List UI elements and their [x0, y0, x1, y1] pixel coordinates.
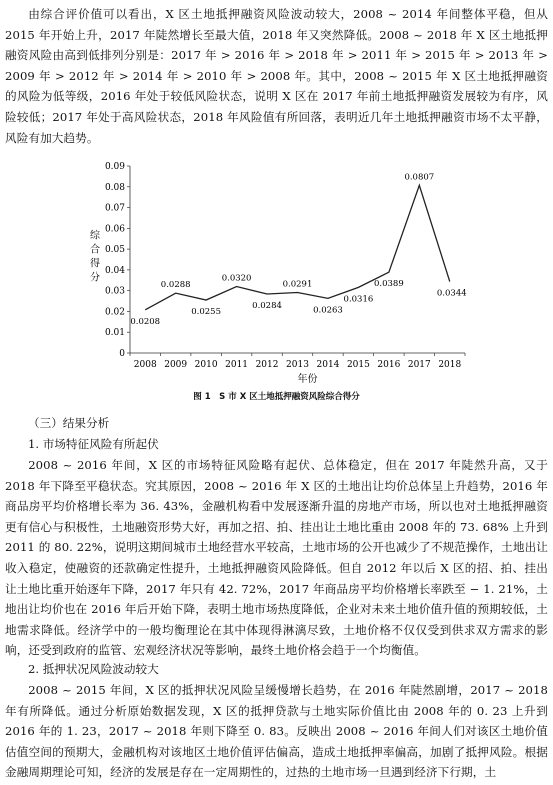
data-label: 0.0389 — [373, 279, 404, 290]
x-tick-label: 2009 — [164, 360, 188, 370]
y-tick-label: 0.05 — [104, 245, 125, 256]
paragraph-collateral-risk: 2008 ~ 2015 年间，X 区的抵押状况风险呈缓慢增长趋势，在 2016 年陡然剧增，2017 ~ 2018 年有所降低。通过分析原始数据发现，X 区的抵押贷款与土地实际价值比由 2008 年的 0. 23 上升到 2016 年的 1. 23，2017 ~ 2018 年则下降至 0. 83。反映出 2008 ~ 2016 年间人们对该区土地价值估值空间的预期大，金融机构对该地区土地价值评估偏高，造成土地抵押率偏高，加剧了抵押风险。根据金融周期理论可知，经济的发展是存在一定周期性的，过热的土地市场一旦遇到经济下行期，土 — [5, 683, 548, 780]
data-label: 0.0807 — [404, 172, 435, 183]
subsection-title-1: 1. 市场特征风险有所起伏 — [28, 437, 159, 451]
data-label: 0.0320 — [221, 273, 252, 284]
data-label: 0.0288 — [160, 280, 191, 291]
paragraph-market-risk: 2008 ~ 2016 年间，X 区的市场特征风险略有起伏、总体稳定，但在 2017 年陡然升高，又于 2018 年下降至平稳状态。究其原因，2008 ~ 2016 年 X 区的土地出让均价总体呈上升趋势，2016 年商品房平均价格增长率为 36. 43%，金融机构看中发展逐渐升温的房地产市场，所以也对土地抵押融资更有信心与积极性，土地融资形势大好，再加之招、拍、挂出让土地比重由 2008 年的 73. 68% 上升到 2011 的 80. 22%，说明这期间城市土地经营水平较高，土地市场的公开也减少了不规范操作，土地出让收入稳定，使融资的还款确定性提升，土地抵押融资风险降低。但自 2012 年以后 X 区的招、拍、挂出让土地比重开始逐年下降，2017 年只有 42. 72%，2017 年商品房平均价格增长率跌至 − 1. 21%，土地出让均价也在 2016 年后开始下降，表明土地市场热度降低，企业对未来土地价值升值的预期较低，土地需求降低。经济学中的一般均衡理论在其中体现得淋漓尽致，土地价格不仅仅受到供求双方需求的影响，还受到政府的监管、宏观经济状况等影响，最终土地价格会趋于一个均衡值。 — [5, 458, 548, 658]
chart-svg — [60, 158, 480, 390]
y-tick-label: 0.02 — [104, 307, 125, 318]
data-label: 0.0284 — [252, 300, 282, 311]
x-tick-label: 2017 — [407, 360, 431, 370]
y-tick-label: 0.04 — [104, 265, 125, 276]
x-axis-title: 年份 — [297, 374, 318, 385]
y-tick-label: 0.09 — [104, 162, 125, 172]
risk-score-line-chart — [60, 158, 480, 390]
data-label: 0.0291 — [282, 279, 313, 290]
data-label: 0.0263 — [313, 305, 343, 316]
y-tick-label: 0.06 — [104, 224, 125, 235]
y-tick-label: 0.01 — [104, 328, 125, 339]
data-label: 0.0208 — [130, 316, 161, 327]
x-tick-label: 2014 — [316, 360, 340, 370]
figure-caption: 图 1 S 市 X 区土地抵押融资风险综合得分 — [193, 392, 360, 402]
x-tick-label: 2011 — [225, 360, 249, 370]
data-label: 0.0316 — [343, 294, 374, 305]
y-tick-label: 0.07 — [104, 203, 125, 214]
x-tick-label: 2010 — [194, 360, 218, 370]
x-tick-label: 2012 — [255, 360, 279, 370]
section-title: （三）结果分析 — [28, 416, 110, 430]
y-axis-title: 综合得分 — [90, 230, 100, 284]
x-tick-label: 2018 — [438, 360, 462, 370]
x-tick-label: 2015 — [346, 360, 370, 370]
data-label: 0.0344 — [436, 288, 467, 299]
y-tick-label: 0 — [119, 349, 125, 359]
x-tick-label: 2008 — [133, 360, 157, 370]
series-line — [145, 185, 450, 309]
paragraph-intro: 由综合评价值可以看出，X 区土地抵押融资风险波动较大，2008 ~ 2014 年间整体平稳，但从 2015 年开始上升，2017 年陡然增长至最大值，2018 年又突然降低。2008 ~ 2018 年 X 区土地抵押融资风险由高到低排列分别是：2017 年 > 2016 年 > 2018 年 > 2011 年 > 2015 年 > 2013 年 > 2009 年 > 2012 年 > 2014 年 > 2010 年 > 2008 年。其中，2008 ~ 2015 年 X 区土地抵押融资的风险为低等级，2016 年处于较低风险状态，说明 X 区在 2017 年前土地抵押融资发展较为有序，风险较低；2017 年处于高风险状态，2018 年风险值有所回落，表明近几年土地抵押融资市场不太平静，风险有加大趋势。 — [5, 7, 548, 145]
x-tick-label: 2013 — [286, 360, 309, 370]
y-tick-label: 0.03 — [104, 286, 125, 297]
subsection-title-2: 2. 抵押状况风险波动较大 — [28, 662, 159, 676]
y-tick-label: 0.08 — [104, 182, 125, 193]
x-tick-label: 2016 — [377, 360, 401, 370]
data-label: 0.0255 — [191, 307, 222, 318]
